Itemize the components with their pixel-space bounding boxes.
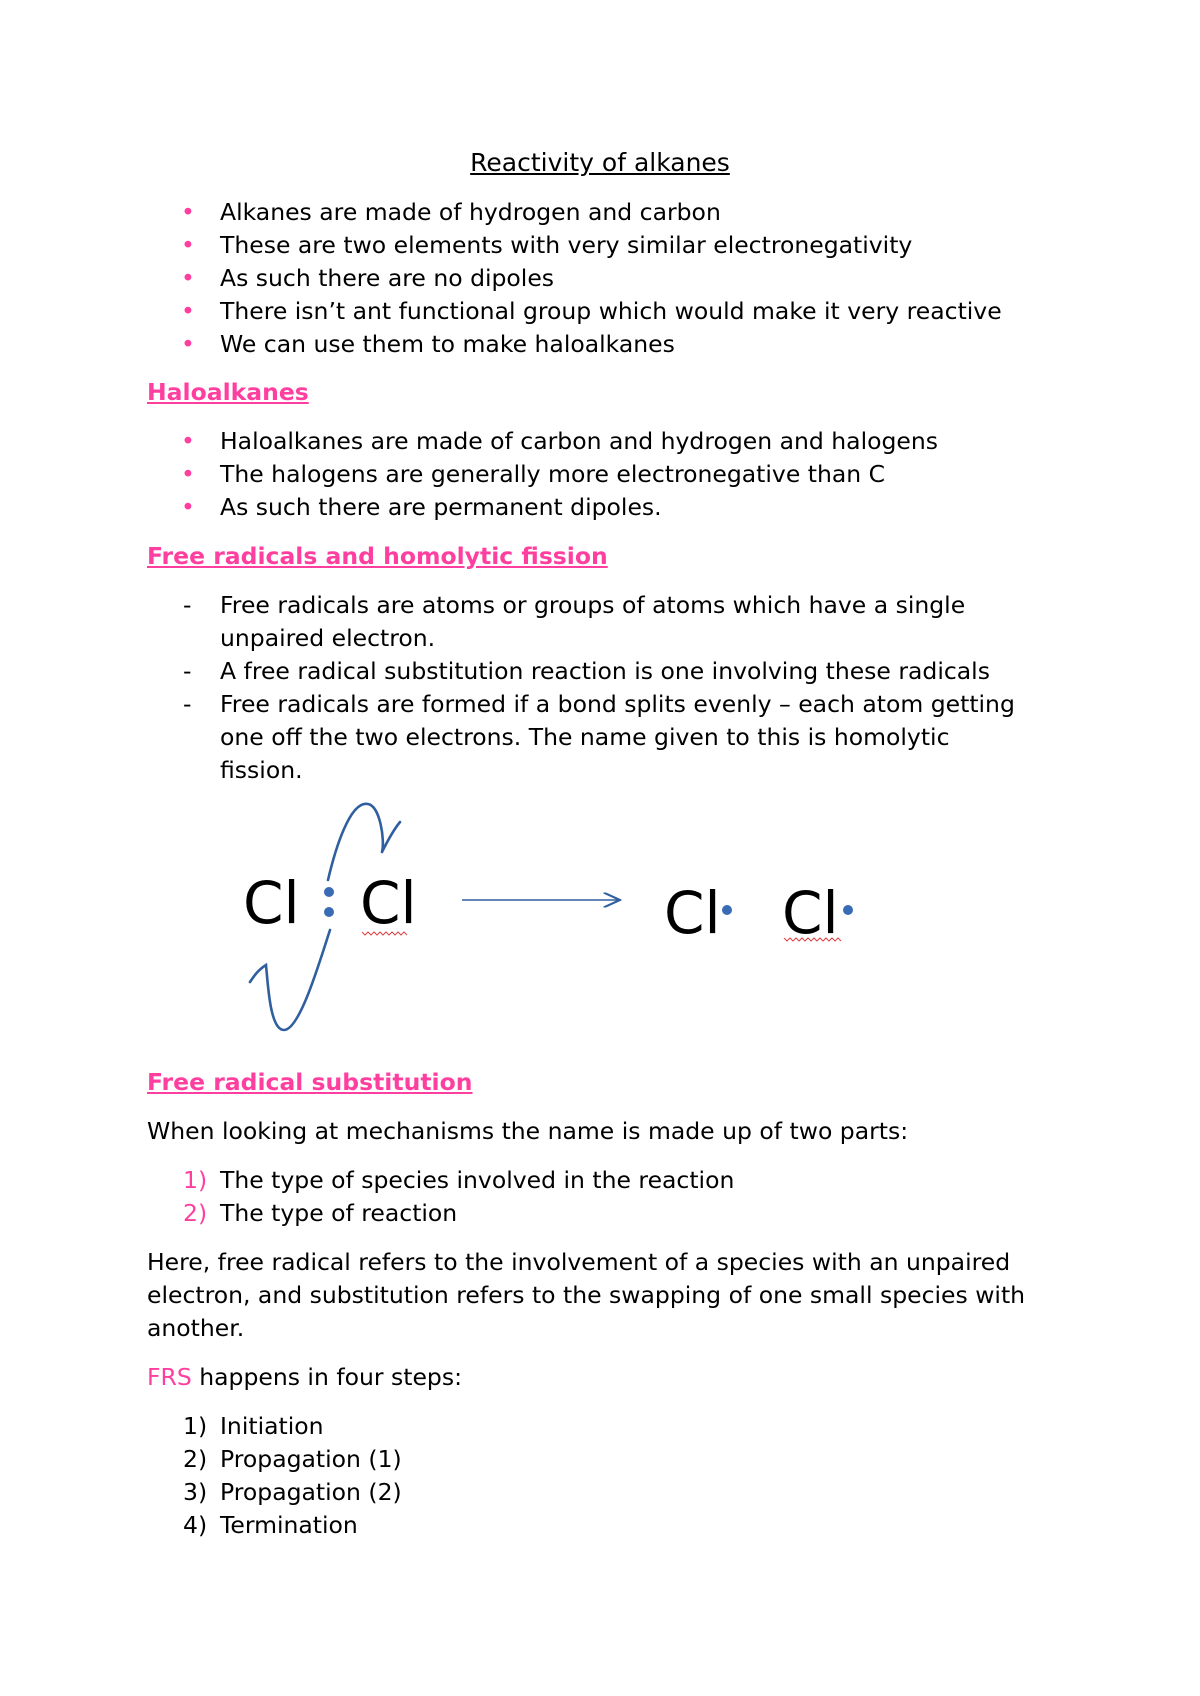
list-number: 4) xyxy=(183,1511,208,1539)
list-number: 1) xyxy=(183,1166,208,1194)
haloalkanes-bullet: The halogens are generally more electronegative than C xyxy=(220,460,886,488)
frs-part: The type of species involved in the reaction xyxy=(220,1166,735,1194)
bullet-icon: • xyxy=(181,427,195,455)
bullet-icon: • xyxy=(181,330,195,358)
chlorine-radical-1: Cl xyxy=(664,879,721,947)
frs-step: Propagation (2) xyxy=(220,1478,402,1506)
free-radicals-item-line: Free radicals are formed if a bond splits evenly – each atom getting xyxy=(220,690,1015,718)
haloalkanes-bullet: As such there are permanent dipoles. xyxy=(220,493,662,521)
chlorine-radical-2: Cl xyxy=(782,879,839,947)
list-number: 2) xyxy=(183,1199,208,1227)
unpaired-electron-dot xyxy=(843,905,853,915)
chlorine-atom-left-2: Cl xyxy=(360,869,417,937)
frs-paragraph-line: another. xyxy=(147,1314,245,1342)
bonding-electron-dot xyxy=(324,907,334,917)
bullet-icon: • xyxy=(181,198,195,226)
frs-step: Initiation xyxy=(220,1412,324,1440)
frs-step: Propagation (1) xyxy=(220,1445,402,1473)
frs-paragraph-line: electron, and substitution refers to the swapping of one small species with xyxy=(147,1281,1026,1309)
intro-bullet: These are two elements with very similar electronegativity xyxy=(220,231,913,259)
free-radicals-item-line: A free radical substitution reaction is one involving these radicals xyxy=(220,657,990,685)
free-radicals-item-line: Free radicals are atoms or groups of atoms which have a single xyxy=(220,591,966,619)
free-radicals-item-line: fission. xyxy=(220,756,303,784)
bonding-electron-dot xyxy=(324,887,334,897)
frs-paragraph-line: Here, free radical refers to the involvement of a species with an unpaired xyxy=(147,1248,1011,1276)
bullet-icon: • xyxy=(181,297,195,325)
unpaired-electron-dot xyxy=(722,905,732,915)
list-number: 3) xyxy=(183,1478,208,1506)
homolytic-fission-diagram xyxy=(0,780,1200,1040)
haloalkanes-bullet: Haloalkanes are made of carbon and hydrogen and halogens xyxy=(220,427,939,455)
list-number: 2) xyxy=(183,1445,208,1473)
intro-bullet: Alkanes are made of hydrogen and carbon xyxy=(220,198,721,226)
frs-part: The type of reaction xyxy=(220,1199,458,1227)
intro-bullet: As such there are no dipoles xyxy=(220,264,555,292)
frs-steps-intro-text: happens in four steps: xyxy=(191,1363,462,1391)
bullet-icon: • xyxy=(181,460,195,488)
frs-step: Termination xyxy=(220,1511,358,1539)
frs-label: FRS xyxy=(147,1363,192,1391)
intro-bullet: We can use them to make haloalkanes xyxy=(220,330,675,358)
free-radicals-item-line: unpaired electron. xyxy=(220,624,436,652)
intro-bullet: There isn’t ant functional group which would make it very reactive xyxy=(220,297,1002,325)
dash-marker: - xyxy=(183,690,192,718)
chlorine-atom-left-1: Cl xyxy=(243,869,300,937)
frs-intro: When looking at mechanisms the name is made up of two parts: xyxy=(147,1117,909,1145)
free-radicals-heading: Free radicals and homolytic fission xyxy=(147,542,608,570)
frs-steps-intro xyxy=(147,1361,462,1394)
haloalkanes-heading: Haloalkanes xyxy=(147,378,309,406)
list-number: 1) xyxy=(183,1412,208,1440)
bullet-icon: • xyxy=(181,231,195,259)
curly-arrow-bottom xyxy=(250,930,330,1030)
page-title: Reactivity of alkanes xyxy=(470,148,730,177)
dash-marker: - xyxy=(183,657,192,685)
free-radicals-item-line: one off the two electrons. The name given to this is homolytic xyxy=(220,723,950,751)
bullet-icon: • xyxy=(181,264,195,292)
bullet-icon: • xyxy=(181,493,195,521)
frs-heading: Free radical substitution xyxy=(147,1068,473,1096)
dash-marker: - xyxy=(183,591,192,619)
